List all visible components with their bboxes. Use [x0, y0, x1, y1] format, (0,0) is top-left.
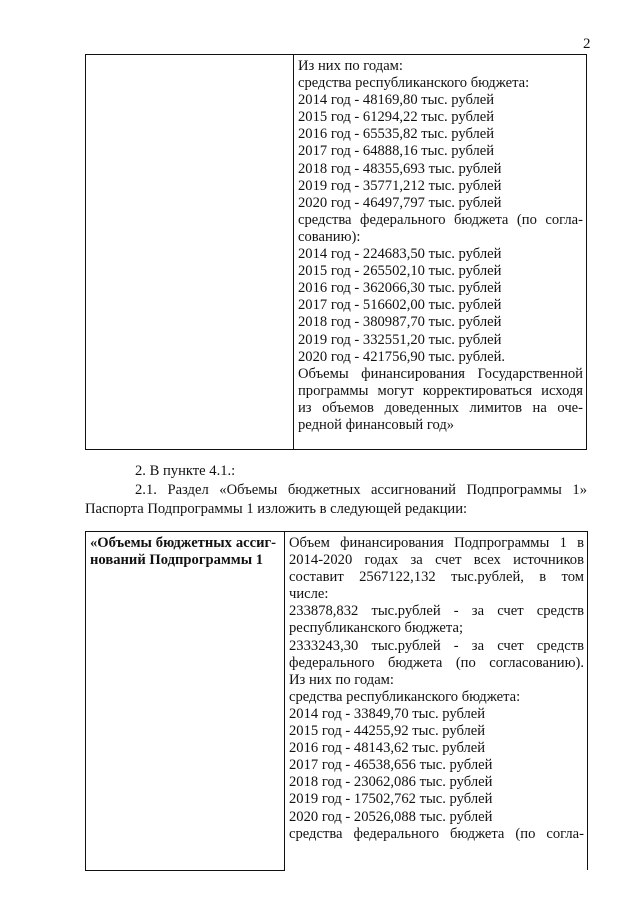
funding-details-cell [294, 55, 587, 450]
subprogram-text-line: средства республиканского бюджета: [289, 688, 521, 705]
funding-text-line: 2019 год - 35771,212 тыс. рублей [298, 177, 502, 194]
funding-text-line: сованию): [298, 228, 361, 245]
subprogram-text-line: 2018 год - 23062,086 тыс. рублей [289, 774, 493, 791]
page-number: 2 [583, 36, 591, 52]
subprogram-text-line: числе: [289, 586, 329, 603]
subprogram-funding-cell [285, 532, 588, 871]
subprogram-text-line: Объем финансирования Подпрограммы 1 в [289, 535, 584, 551]
funding-text-line: программы могут корректироваться исходя [298, 382, 583, 399]
funding-text-line: 2015 год - 61294,22 тыс. рублей [298, 109, 495, 126]
section-item-heading: 2. В пункте 4.1.: [135, 463, 236, 479]
funding-text-line: 2017 год - 64888,16 тыс. рублей [298, 143, 495, 160]
funding-text-line: 2017 год - 516602,00 тыс. рублей [298, 297, 502, 314]
funding-text-line: 2018 год - 48355,693 тыс. рублей [298, 160, 502, 177]
funding-text-line: Объемы финансирования Государственной [298, 365, 583, 382]
subprogram-label-line: «Объемы бюджетных ассиг- [90, 535, 276, 551]
funding-text-line: 2020 год - 421756,90 тыс. рублей. [298, 348, 506, 365]
funding-text-line: 2014 год - 224683,50 тыс. рублей [298, 246, 502, 263]
empty-label-cell [86, 55, 294, 450]
section-subitem-line-1: 2.1. Раздел «Объемы бюджетных ассигнований Подпрограммы 1» [135, 482, 587, 498]
funding-text-line: 2019 год - 332551,20 тыс. рублей [298, 331, 502, 348]
funding-text-line: 2016 год - 362066,30 тыс. рублей [298, 280, 502, 297]
subprogram-text-line: 2020 год - 20526,088 тыс. рублей [289, 808, 493, 825]
subprogram-text-line: Из них по годам: [289, 671, 394, 688]
funding-text-line: 2020 год - 46497,797 тыс. рублей [298, 194, 502, 211]
funding-text-line: 2015 год - 265502,10 тыс. рублей [298, 263, 502, 280]
section-subitem-line-2: Паспорта Подпрограммы 1 изложить в следующей редакции: [85, 501, 468, 517]
subprogram-label-cell [86, 532, 285, 871]
funding-text-line: средства федерального бюджета (по согла- [298, 211, 583, 228]
subprogram-text-line: 2015 год - 44255,92 тыс. рублей [289, 723, 486, 740]
subprogram-text-line: 233878,832 тыс.рублей - за счет средств [289, 603, 584, 620]
subprogram-text-line: 2333243,30 тыс.рублей - за счет средств [289, 637, 584, 654]
budget-table-continued [85, 54, 587, 450]
subprogram-text-line: составит 2567122,132 тыс.рублей, в том [289, 569, 584, 586]
funding-text-line: 2016 год - 65535,82 тыс. рублей [298, 126, 495, 143]
budget-table-subprogram-1 [85, 531, 588, 871]
funding-text-line: 2014 год - 48169,80 тыс. рублей [298, 92, 495, 109]
subprogram-text-line: 2019 год - 17502,762 тыс. рублей [289, 791, 493, 808]
subprogram-text-line: 2016 год - 48143,62 тыс. рублей [289, 740, 486, 757]
subprogram-text-line: федерального бюджета (по согласованию). [289, 654, 584, 671]
subprogram-text-line: 2014-2020 годах за счет всех источников [289, 552, 584, 569]
funding-text-line: редной финансовый год» [298, 416, 455, 433]
subprogram-label-line: нований Подпрограммы 1 [90, 552, 264, 569]
funding-text-line: Из них по годам: [298, 58, 403, 74]
subprogram-text-line: республиканского бюджета; [289, 620, 463, 637]
subprogram-text-line: 2017 год - 46538,656 тыс. рублей [289, 757, 493, 774]
subprogram-text-line: 2014 год - 33849,70 тыс. рублей [289, 705, 486, 722]
subprogram-text-line: средства федерального бюджета (по согла- [289, 825, 584, 842]
funding-text-line: из объемов доведенных лимитов на оче- [298, 399, 583, 416]
funding-text-line: 2018 год - 380987,70 тыс. рублей [298, 314, 502, 331]
funding-text-line: средства республиканского бюджета: [298, 75, 530, 92]
